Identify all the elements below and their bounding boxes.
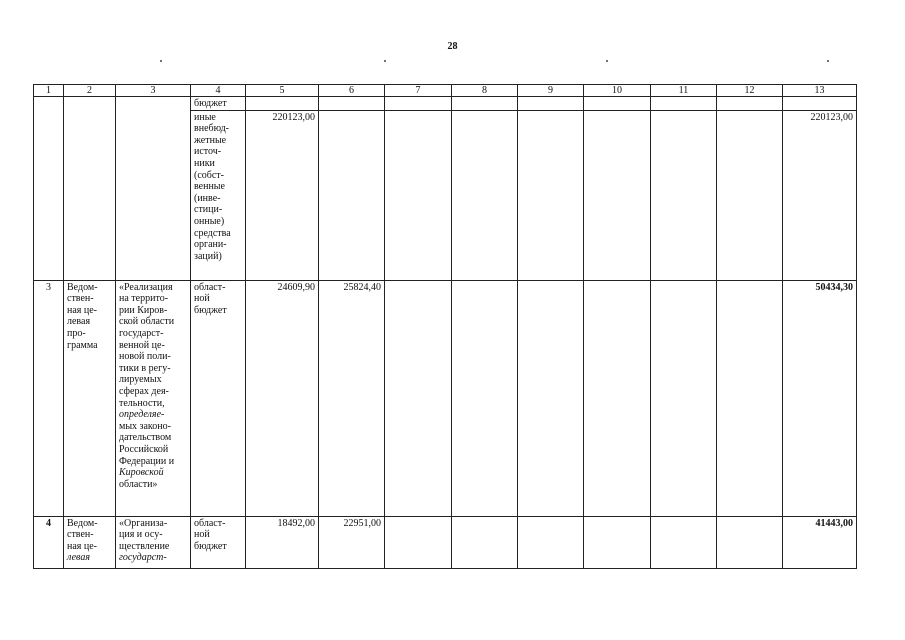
amount-cell: 24609,90 bbox=[246, 280, 319, 516]
total-cell: 50434,30 bbox=[783, 280, 857, 516]
col-number: 2 bbox=[64, 85, 116, 97]
program-title-cell: «Реализация на террито- рии Киров- ской области государст- венной це- новой поли- тики в регу- лируемых сферах дея- тельности, определяе- мых законо- дательством Российской Федерации и Кировской области» bbox=[116, 280, 191, 516]
total-cell: 220123,00 bbox=[783, 110, 857, 280]
program-table bbox=[33, 84, 857, 569]
col-number: 12 bbox=[717, 85, 783, 97]
program-title-cell: «Организа- ция и осу- ществление государст- bbox=[116, 516, 191, 568]
table-row bbox=[34, 516, 857, 568]
amount-cell: 22951,00 bbox=[319, 516, 385, 568]
col-number: 9 bbox=[518, 85, 584, 97]
table-row bbox=[34, 280, 857, 516]
amount-cell: 25824,40 bbox=[319, 280, 385, 516]
col-number: 5 bbox=[246, 85, 319, 97]
funding-source-cell: иные внебюд- жетные источ- ники (собст- венные (инве- стици- онные) средства органи- заций) bbox=[191, 110, 246, 280]
amount-cell: 220123,00 bbox=[246, 110, 319, 280]
col-number: 11 bbox=[651, 85, 717, 97]
col-number: 1 bbox=[34, 85, 64, 97]
program-type-cell: Ведом- ствен- ная це- левая bbox=[64, 516, 116, 568]
row-number-cell: 4 bbox=[34, 516, 64, 568]
page-number: 28 bbox=[447, 41, 458, 52]
col-number: 6 bbox=[319, 85, 385, 97]
col-number: 13 bbox=[783, 85, 857, 97]
row-number-cell: 3 bbox=[34, 280, 64, 516]
col-number: 8 bbox=[452, 85, 518, 97]
column-number-row bbox=[34, 85, 857, 97]
funding-source-cell: област- ной бюджет bbox=[191, 280, 246, 516]
funding-source-cell: област- ной бюджет bbox=[191, 516, 246, 568]
col-number: 3 bbox=[116, 85, 191, 97]
program-type-cell: Ведом- ствен- ная це- левая про- грамма bbox=[64, 280, 116, 516]
col-number: 10 bbox=[584, 85, 651, 97]
col-number: 4 bbox=[191, 85, 246, 97]
amount-cell: 18492,00 bbox=[246, 516, 319, 568]
total-cell: 41443,00 bbox=[783, 516, 857, 568]
table-row bbox=[34, 97, 857, 111]
funding-source-cell: бюджет bbox=[191, 97, 246, 111]
col-number: 7 bbox=[385, 85, 452, 97]
